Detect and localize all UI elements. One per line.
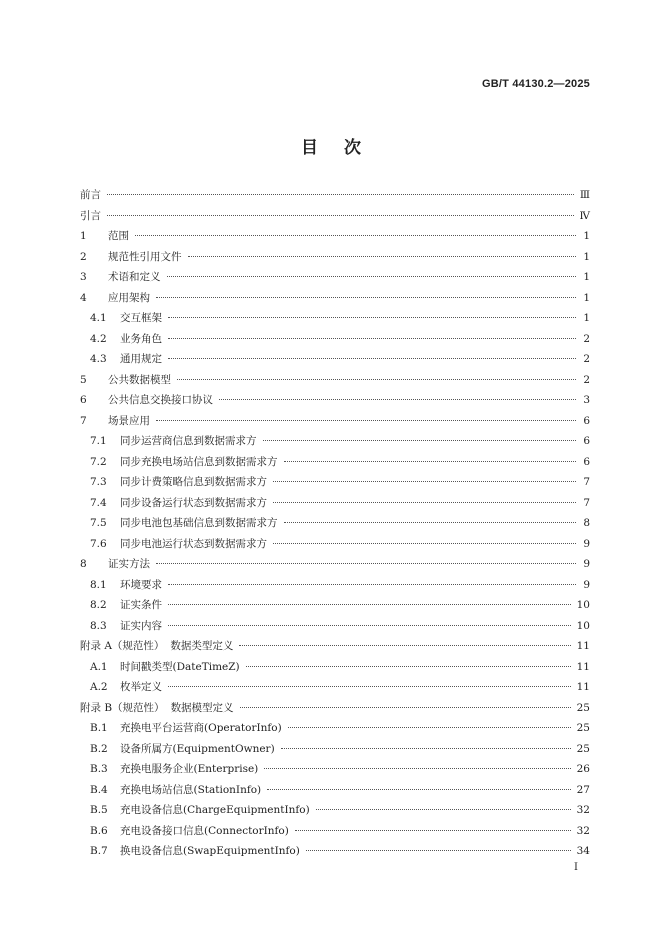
toc-entry-page: 32 <box>576 824 590 837</box>
toc-entry-title: 证实内容 <box>120 619 162 632</box>
toc-entry-title: 通用规定 <box>120 353 162 365</box>
toc-entry[interactable] <box>80 228 590 249</box>
toc-entry[interactable] <box>80 413 590 434</box>
toc-entry-number: A.2 <box>90 681 108 693</box>
toc-entry[interactable] <box>80 802 590 823</box>
toc-entry-page: 25 <box>576 701 590 714</box>
dot-leader <box>168 686 571 687</box>
toc-entry-page: 9 <box>583 558 590 570</box>
dot-leader <box>156 420 576 421</box>
dot-leader <box>284 522 577 523</box>
toc-entry-page: Ⅳ <box>579 209 590 222</box>
toc-entry-number: 1 <box>80 230 87 242</box>
dot-leader <box>239 645 570 646</box>
dot-leader <box>281 748 571 749</box>
toc-entry[interactable] <box>80 618 590 639</box>
toc-entry-title: 公共数据模型 <box>108 373 171 386</box>
toc-entry[interactable] <box>80 536 590 557</box>
dot-leader <box>316 809 571 810</box>
toc-entry-title: 数据类型定义 <box>170 640 234 652</box>
toc-entry-title: 充换电服务企业(Enterprise) <box>120 763 259 775</box>
dot-leader <box>107 194 574 195</box>
toc-entry-number: 5 <box>80 373 87 386</box>
toc-entry[interactable] <box>80 843 590 864</box>
toc-entry[interactable] <box>80 433 590 454</box>
dot-leader <box>168 604 571 605</box>
toc-entry-title: 枚举定义 <box>120 681 162 693</box>
toc-entry-page: 25 <box>576 722 590 734</box>
toc-entry-page: 2 <box>583 353 590 365</box>
table-of-contents <box>80 187 590 864</box>
toc-entry-title: 换电设备信息(SwapEquipmentInfo) <box>120 845 300 857</box>
toc-entry-number: 7.1 <box>90 435 107 447</box>
toc-entry-number: 4.3 <box>90 353 107 365</box>
toc-entry[interactable] <box>80 351 590 372</box>
toc-entry[interactable] <box>80 782 590 803</box>
toc-entry-page: 9 <box>583 578 590 591</box>
toc-entry-number: 7.3 <box>90 476 107 488</box>
toc-entry-number: B.3 <box>90 763 108 775</box>
toc-entry-page: 34 <box>576 845 590 857</box>
toc-entry-title: 数据模型定义 <box>170 701 234 714</box>
page-title: 目次 <box>301 138 387 158</box>
dot-leader <box>267 789 570 790</box>
toc-entry[interactable] <box>80 741 590 762</box>
toc-entry-title: 充电设备信息(ChargeEquipmentInfo) <box>120 804 310 816</box>
toc-entry-page: 1 <box>583 230 590 242</box>
toc-entry-page: 10 <box>576 599 590 611</box>
toc-entry-page: 1 <box>583 271 590 283</box>
toc-entry-title: 应用架构 <box>108 291 150 304</box>
dot-leader <box>288 727 571 728</box>
toc-entry-number: A.1 <box>90 660 108 673</box>
toc-entry-page: 8 <box>583 517 590 529</box>
page-number: I <box>574 862 578 873</box>
toc-entry-title: 充换电场站信息(StationInfo) <box>120 783 262 796</box>
toc-entry[interactable] <box>80 372 590 393</box>
toc-entry-number: 7.2 <box>90 455 107 468</box>
toc-entry-title: 术语和定义 <box>108 271 161 283</box>
toc-entry-title: 同步设备运行状态到数据需求方 <box>120 496 267 509</box>
dot-leader <box>306 850 571 851</box>
toc-entry[interactable] <box>80 310 590 331</box>
dot-leader <box>246 666 571 667</box>
toc-entry-title: 同步运营商信息到数据需求方 <box>120 435 257 447</box>
toc-entry[interactable] <box>80 720 590 741</box>
toc-entry-number: B.4 <box>90 783 108 796</box>
toc-entry[interactable] <box>80 823 590 844</box>
toc-entry-title: 场景应用 <box>108 414 150 427</box>
toc-entry[interactable] <box>80 577 590 598</box>
toc-entry-title: 设备所属方(EquipmentOwner) <box>120 742 275 755</box>
toc-entry-number: 8.1 <box>90 578 107 591</box>
dot-leader <box>240 707 571 708</box>
toc-entry-page: 7 <box>583 476 590 488</box>
toc-entry[interactable] <box>80 392 590 413</box>
toc-entry[interactable] <box>80 249 590 270</box>
toc-entry-title: 同步电池运行状态到数据需求方 <box>120 537 267 550</box>
dot-leader <box>168 358 576 359</box>
toc-entry-number: 7.6 <box>90 537 107 550</box>
toc-entry-number: B.2 <box>90 742 108 755</box>
toc-entry-title: 充电设备接口信息(ConnectorInfo) <box>120 824 289 837</box>
dot-leader <box>107 215 574 216</box>
toc-entry-page: 25 <box>576 742 590 755</box>
toc-entry-page: 1 <box>583 250 590 263</box>
dot-leader <box>168 625 571 626</box>
toc-entry-number: 3 <box>80 271 87 283</box>
toc-entry[interactable] <box>80 659 590 680</box>
toc-entry-page: 6 <box>583 414 590 427</box>
toc-entry-page: 6 <box>583 455 590 468</box>
toc-entry[interactable] <box>80 556 590 577</box>
toc-entry-number: 2 <box>80 250 87 263</box>
toc-entry-page: 2 <box>583 373 590 386</box>
dot-leader <box>273 543 576 544</box>
dot-leader <box>135 235 576 236</box>
toc-entry-page: 3 <box>583 394 590 406</box>
toc-entry-number: B.7 <box>90 845 108 857</box>
toc-entry[interactable] <box>80 454 590 475</box>
toc-entry-page: 6 <box>583 435 590 447</box>
dot-leader <box>264 768 570 769</box>
dot-leader <box>219 399 576 400</box>
toc-entry-page: 11 <box>576 660 590 673</box>
toc-entry[interactable] <box>80 495 590 516</box>
dot-leader <box>168 338 576 339</box>
dot-leader <box>156 563 576 564</box>
toc-entry-number: 8 <box>80 558 87 570</box>
toc-entry-number: 6 <box>80 394 87 406</box>
toc-entry-title: 同步充换电场站信息到数据需求方 <box>120 455 278 468</box>
toc-entry-title: 充换电平台运营商(OperatorInfo) <box>120 722 282 734</box>
toc-entry[interactable] <box>80 269 590 290</box>
toc-entry-title: 规范性引用文件 <box>108 250 182 263</box>
toc-entry-page: 10 <box>576 619 590 632</box>
toc-entry-number: 4.1 <box>90 312 107 324</box>
toc-entry[interactable] <box>80 515 590 536</box>
dot-leader <box>168 584 576 585</box>
toc-entry-title: 同步电池包基础信息到数据需求方 <box>120 517 278 529</box>
toc-entry-title: 引言 <box>80 209 101 222</box>
toc-entry[interactable] <box>80 679 590 700</box>
toc-entry-page: 9 <box>583 537 590 550</box>
toc-entry[interactable] <box>80 474 590 495</box>
toc-entry-number: 8.2 <box>90 599 107 611</box>
toc-entry[interactable] <box>80 331 590 352</box>
dot-leader <box>273 502 576 503</box>
toc-entry[interactable] <box>80 208 590 229</box>
toc-entry-number: 附录 B（规范性） <box>80 701 165 714</box>
dot-leader <box>273 481 576 482</box>
toc-entry-page: 1 <box>583 291 590 304</box>
toc-entry-number: 8.3 <box>90 619 107 632</box>
toc-entry[interactable] <box>80 187 590 208</box>
dot-leader <box>295 830 571 831</box>
toc-entry-title: 环境要求 <box>120 578 162 591</box>
toc-entry-number: 4 <box>80 291 87 304</box>
toc-entry[interactable] <box>80 700 590 721</box>
toc-entry-title: 公共信息交换接口协议 <box>108 394 213 406</box>
dot-leader <box>168 317 576 318</box>
toc-entry-title: 业务角色 <box>120 332 162 345</box>
toc-entry-number: 7 <box>80 414 87 427</box>
toc-entry-page: 27 <box>576 783 590 796</box>
toc-entry-number: 4.2 <box>90 332 107 345</box>
toc-entry-number: B.6 <box>90 824 108 837</box>
standard-code: GB/T 44130.2—2025 <box>482 78 590 90</box>
toc-entry-title: 交互框架 <box>120 312 162 324</box>
toc-entry-page: Ⅲ <box>579 189 590 201</box>
toc-entry-number: B.1 <box>90 722 108 734</box>
toc-entry-page: 2 <box>583 332 590 345</box>
toc-entry-page: 11 <box>576 681 590 693</box>
toc-entry[interactable] <box>80 290 590 311</box>
toc-entry-title: 时间戳类型(DateTimeZ) <box>120 660 240 673</box>
toc-entry[interactable] <box>80 638 590 659</box>
toc-entry-page: 1 <box>583 312 590 324</box>
toc-entry-page: 26 <box>576 763 590 775</box>
dot-leader <box>156 297 576 298</box>
dot-leader <box>284 461 577 462</box>
toc-entry-number: 7.5 <box>90 517 107 529</box>
toc-entry-number: 附录 A（规范性） <box>80 640 165 652</box>
dot-leader <box>263 440 577 441</box>
dot-leader <box>188 256 577 257</box>
toc-entry-title: 范围 <box>108 230 129 242</box>
toc-entry[interactable] <box>80 761 590 782</box>
toc-entry-title: 证实方法 <box>108 558 150 570</box>
toc-entry-title: 证实条件 <box>120 599 162 611</box>
toc-entry-number: 7.4 <box>90 496 107 509</box>
toc-entry-page: 32 <box>576 804 590 816</box>
toc-entry-title: 前言 <box>80 189 101 201</box>
toc-entry-page: 7 <box>583 496 590 509</box>
toc-entry[interactable] <box>80 597 590 618</box>
dot-leader <box>167 276 577 277</box>
dot-leader <box>177 379 576 380</box>
toc-entry-title: 同步计费策略信息到数据需求方 <box>120 476 267 488</box>
toc-entry-number: B.5 <box>90 804 108 816</box>
toc-entry-page: 11 <box>576 640 590 652</box>
